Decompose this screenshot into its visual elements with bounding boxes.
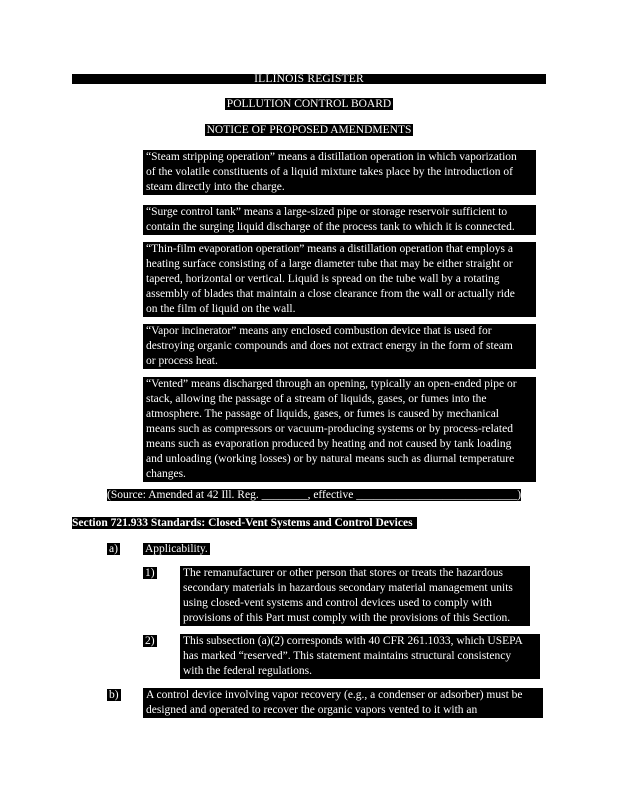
notice-title: NOTICE OF PROPOSED AMENDMENTS — [206, 124, 412, 136]
definition-line: on the film of liquid on the wall. — [146, 302, 533, 317]
definition-surge-control-tank — [143, 205, 536, 235]
definition-line: contain the surging liquid discharge of the process tank to which it is connected. — [146, 220, 533, 235]
source-note: (Source: Amended at 42 Ill. Reg. ________, effective ____________________________) — [107, 489, 522, 501]
definition-line: steam directly into the charge. — [146, 180, 533, 195]
definition-line: tapered, horizontal or vertical. Liquid is spread on the tube wall by a rotating — [146, 272, 533, 287]
definition-line: atmosphere. The passage of liquids, gases, or fumes is caused by mechanical — [146, 407, 533, 422]
definition-vapor-incinerator — [143, 324, 536, 369]
item-line: The remanufacturer or other person that stores or treats the hazardous — [183, 566, 527, 581]
definition-line: “Surge control tank” means a large-sized pipe or storage reservoir sufficient to — [146, 205, 533, 220]
register-header-bar — [72, 74, 546, 84]
definition-thin-film-evaporation — [143, 242, 536, 317]
item-line: This subsection (a)(2) corresponds with 40 CFR 261.1033, which USEPA — [183, 634, 537, 649]
definition-line: destroying organic compounds and does not extract energy in the form of steam — [146, 339, 533, 354]
subsection-line: A control device involving vapor recovery (e.g., a condenser or adsorber) must be — [146, 688, 540, 703]
item-line: secondary materials in hazardous secondary material management units — [183, 581, 527, 596]
subsection-a-label: a) — [109, 543, 118, 555]
item-1-text — [180, 566, 530, 626]
definition-line: or process heat. — [146, 354, 533, 369]
definition-line: “Steam stripping operation” means a distillation operation in which vaporization — [146, 150, 533, 165]
item-line: provisions of this Part must comply with the provisions of this Section. — [183, 611, 527, 626]
item-1-label: 1) — [145, 567, 155, 579]
section-heading: Section 721.933 Standards: Closed-Vent Systems and Control Devices — [72, 516, 417, 530]
register-title: ILLINOIS REGISTER — [254, 73, 364, 85]
subsection-line: designed and operated to recover the organic vapors vented to it with an — [146, 703, 540, 718]
definition-line: heating surface consisting of a large diameter tube that may be either straight or — [146, 257, 533, 272]
definition-line: “Thin-film evaporation operation” means a distillation operation that employs a — [146, 242, 533, 257]
definition-line: “Vented” means discharged through an opening, typically an open-ended pipe or — [146, 377, 533, 392]
subsection-a-title: Applicability. — [145, 543, 208, 555]
definition-line: stack, allowing the passage of a stream of liquids, gases, or fumes into the — [146, 392, 533, 407]
definition-steam-stripping — [143, 150, 536, 195]
definition-line: and unloading (working losses) or by natural means such as diurnal temperature — [146, 452, 533, 467]
definition-vented — [143, 377, 536, 482]
item-line: using closed-vent systems and control devices used to comply with — [183, 596, 527, 611]
item-line: with the federal regulations. — [183, 664, 537, 679]
definition-line: means such as evaporation produced by heating and not caused by tank loading — [146, 437, 533, 452]
definition-line: of the volatile constituents of a liquid mixture takes place by the introduction of — [146, 165, 533, 180]
item-line: has marked “reserved”. This statement maintains structural consistency — [183, 649, 537, 664]
subsection-b-text — [143, 688, 543, 718]
subsection-b-label: b) — [109, 689, 119, 701]
definition-line: assembly of blades that maintain a close clearance from the wall or actually ride — [146, 287, 533, 302]
item-2-text — [180, 634, 540, 679]
item-2-label: 2) — [145, 635, 155, 647]
definition-line: changes. — [146, 467, 533, 482]
definition-line: “Vapor incinerator” means any enclosed combustion device that is used for — [146, 324, 533, 339]
board-title: POLLUTION CONTROL BOARD — [226, 98, 392, 110]
definition-line: means such as compressors or vacuum-producing systems or by process-related — [146, 422, 533, 437]
